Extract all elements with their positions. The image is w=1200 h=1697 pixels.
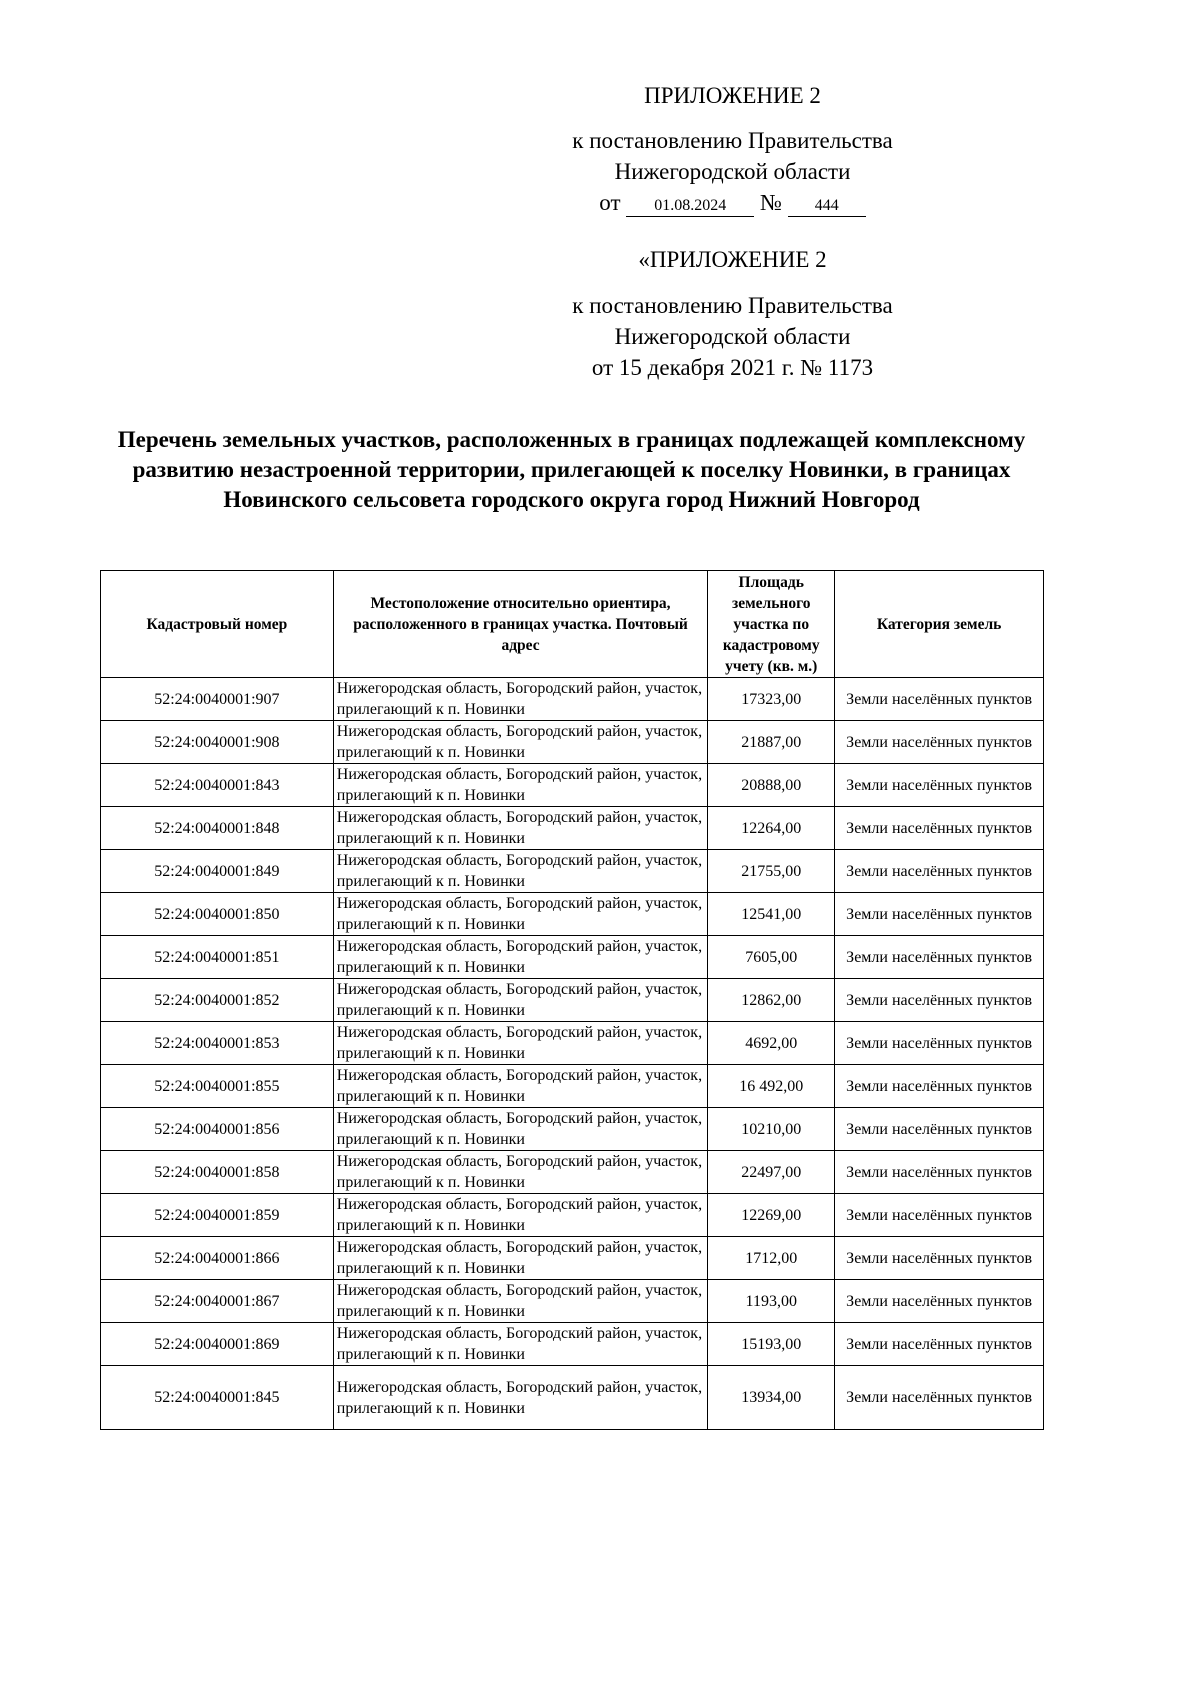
area: 12862,00	[708, 979, 835, 1022]
table-row	[101, 764, 1044, 807]
area: 12269,00	[708, 1194, 835, 1237]
category: Земли населённых пунктов	[835, 1151, 1044, 1194]
cadastral-number: 52:24:0040001:859	[101, 1194, 334, 1237]
appendix-ref-line1: к постановлению Правительства	[572, 128, 893, 153]
area: 10210,00	[708, 1108, 835, 1151]
area: 21755,00	[708, 850, 835, 893]
category: Земли населённых пунктов	[835, 893, 1044, 936]
col-header-category: Категория земель	[835, 571, 1044, 678]
cadastral-number: 52:24:0040001:869	[101, 1323, 334, 1366]
location: Нижегородская область, Богородский район, участок, прилегающий к п. Новинки	[333, 1280, 707, 1323]
category: Земли населённых пунктов	[835, 1108, 1044, 1151]
category: Земли населённых пунктов	[835, 979, 1044, 1022]
location: Нижегородская область, Богородский район, участок, прилегающий к п. Новинки	[333, 1194, 707, 1237]
table-row	[101, 1194, 1044, 1237]
category: Земли населённых пунктов	[835, 1366, 1044, 1430]
area: 22497,00	[708, 1151, 835, 1194]
category: Земли населённых пунктов	[835, 1065, 1044, 1108]
col-header-area: Площадь земельного участка по кадастровому учету (кв. м.)	[708, 571, 835, 678]
category: Земли населённых пунктов	[835, 1237, 1044, 1280]
table-row	[101, 979, 1044, 1022]
col-header-cadastral: Кадастровый номер	[101, 571, 334, 678]
table-row	[101, 936, 1044, 979]
area: 21887,00	[708, 721, 835, 764]
cadastral-number: 52:24:0040001:856	[101, 1108, 334, 1151]
cadastral-number: 52:24:0040001:850	[101, 893, 334, 936]
location: Нижегородская область, Богородский район, участок, прилегающий к п. Новинки	[333, 936, 707, 979]
cadastral-number: 52:24:0040001:852	[101, 979, 334, 1022]
appendix-title: ПРИЛОЖЕНИЕ 2	[644, 83, 821, 108]
table-row	[101, 1065, 1044, 1108]
cadastral-number: 52:24:0040001:858	[101, 1151, 334, 1194]
table-row	[101, 1151, 1044, 1194]
cadastral-number: 52:24:0040001:851	[101, 936, 334, 979]
table-row	[101, 721, 1044, 764]
decree-date: 01.08.2024	[626, 196, 754, 217]
location: Нижегородская область, Богородский район, участок, прилегающий к п. Новинки	[333, 1151, 707, 1194]
category: Земли населённых пунктов	[835, 1194, 1044, 1237]
location: Нижегородская область, Богородский район, участок, прилегающий к п. Новинки	[333, 1108, 707, 1151]
cadastral-number: 52:24:0040001:908	[101, 721, 334, 764]
location: Нижегородская область, Богородский район, участок, прилегающий к п. Новинки	[333, 850, 707, 893]
appendix2-line1: к постановлению Правительства	[572, 293, 893, 318]
location: Нижегородская область, Богородский район, участок, прилегающий к п. Новинки	[333, 678, 707, 721]
area: 1712,00	[708, 1237, 835, 1280]
number-label: №	[760, 190, 782, 215]
cadastral-number: 52:24:0040001:853	[101, 1022, 334, 1065]
area: 15193,00	[708, 1323, 835, 1366]
area: 12264,00	[708, 807, 835, 850]
location: Нижегородская область, Богородский район, участок, прилегающий к п. Новинки	[333, 1237, 707, 1280]
appendix2-line2: Нижегородской области	[614, 324, 851, 349]
cadastral-number: 52:24:0040001:907	[101, 678, 334, 721]
cadastral-number: 52:24:0040001:866	[101, 1237, 334, 1280]
appendix2-line3: от 15 декабря 2021 г. № 1173	[591, 355, 874, 380]
land-plots-table	[100, 570, 1044, 1430]
cadastral-number: 52:24:0040001:848	[101, 807, 334, 850]
location: Нижегородская область, Богородский район, участок, прилегающий к п. Новинки	[333, 721, 707, 764]
table-row	[101, 678, 1044, 721]
table-row	[101, 850, 1044, 893]
category: Земли населённых пунктов	[835, 678, 1044, 721]
location: Нижегородская область, Богородский район, участок, прилегающий к п. Новинки	[333, 1366, 707, 1430]
category: Земли населённых пунктов	[835, 850, 1044, 893]
category: Земли населённых пунктов	[835, 807, 1044, 850]
cadastral-number: 52:24:0040001:843	[101, 764, 334, 807]
cadastral-number: 52:24:0040001:855	[101, 1065, 334, 1108]
cadastral-number: 52:24:0040001:849	[101, 850, 334, 893]
area: 13934,00	[708, 1366, 835, 1430]
area: 7605,00	[708, 936, 835, 979]
category: Земли населённых пунктов	[835, 1022, 1044, 1065]
location: Нижегородская область, Богородский район, участок, прилегающий к п. Новинки	[333, 893, 707, 936]
location: Нижегородская область, Богородский район, участок, прилегающий к п. Новинки	[333, 1022, 707, 1065]
table-row	[101, 807, 1044, 850]
category: Земли населённых пунктов	[835, 764, 1044, 807]
location: Нижегородская область, Богородский район, участок, прилегающий к п. Новинки	[333, 1323, 707, 1366]
table-row	[101, 1237, 1044, 1280]
area: 20888,00	[708, 764, 835, 807]
area: 1193,00	[708, 1280, 835, 1323]
category: Земли населённых пунктов	[835, 936, 1044, 979]
appendix-date-line	[540, 187, 925, 218]
area: 17323,00	[708, 678, 835, 721]
document-title: Перечень земельных участков, расположенных в границах подлежащей комплексному развитию незастроенной территории, прилегающей к поселку Новинки, в границах Новинского сельсовета городского округа город Нижний Новгород	[117, 427, 1026, 512]
decree-number: 444	[788, 196, 866, 217]
area: 16 492,00	[708, 1065, 835, 1108]
cadastral-number: 52:24:0040001:867	[101, 1280, 334, 1323]
table-row	[101, 1022, 1044, 1065]
from-label: от	[599, 190, 621, 215]
area: 4692,00	[708, 1022, 835, 1065]
location: Нижегородская область, Богородский район, участок, прилегающий к п. Новинки	[333, 807, 707, 850]
location: Нижегородская область, Богородский район, участок, прилегающий к п. Новинки	[333, 1065, 707, 1108]
location: Нижегородская область, Богородский район, участок, прилегающий к п. Новинки	[333, 764, 707, 807]
col-header-location: Местоположение относительно ориентира, расположенного в границах участка. Почтовый адрес	[333, 571, 707, 678]
category: Земли населённых пунктов	[835, 721, 1044, 764]
appendix-ref-line2: Нижегородской области	[614, 159, 851, 184]
table-row	[101, 1323, 1044, 1366]
table-row	[101, 1280, 1044, 1323]
location: Нижегородская область, Богородский район, участок, прилегающий к п. Новинки	[333, 979, 707, 1022]
area: 12541,00	[708, 893, 835, 936]
table-row	[101, 1366, 1044, 1430]
table-row	[101, 1108, 1044, 1151]
cadastral-number: 52:24:0040001:845	[101, 1366, 334, 1430]
category: Земли населённых пунктов	[835, 1323, 1044, 1366]
appendix2-title: «ПРИЛОЖЕНИЕ 2	[638, 247, 827, 272]
category: Земли населённых пунктов	[835, 1280, 1044, 1323]
table-row	[101, 893, 1044, 936]
